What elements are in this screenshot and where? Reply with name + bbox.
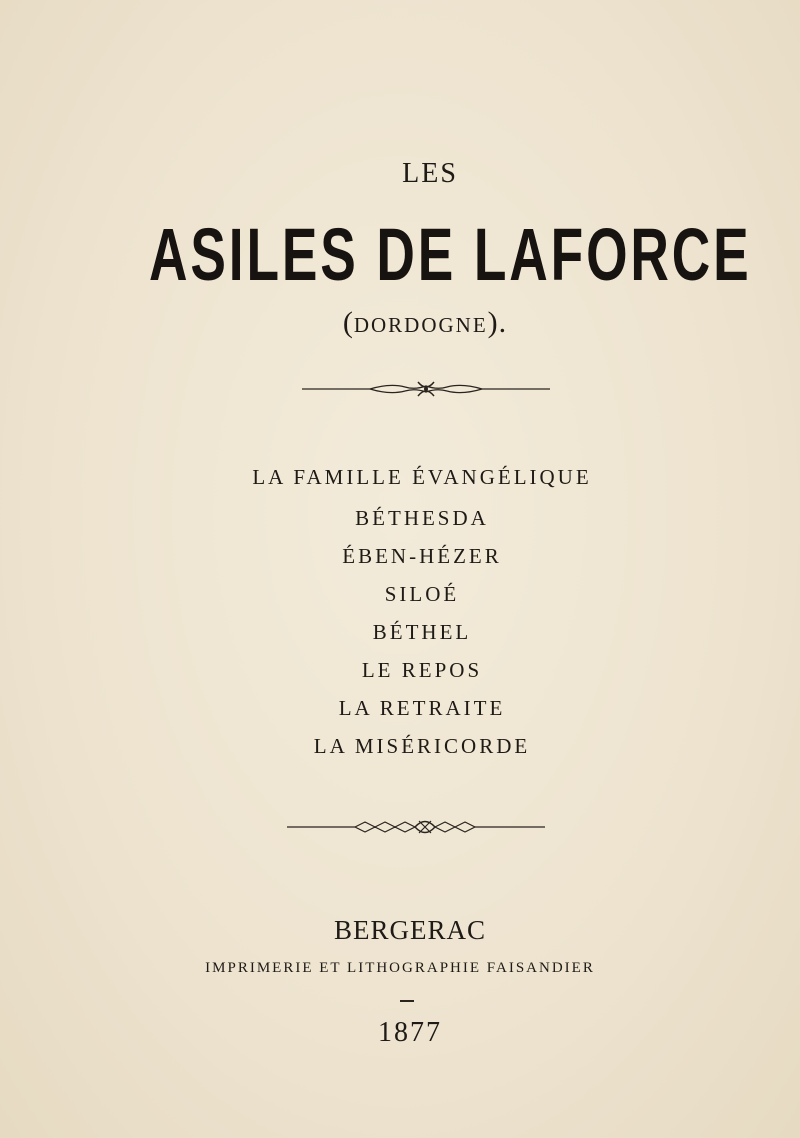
main-title: ASILES DE LAFORCE xyxy=(149,213,752,296)
city: BERGERAC xyxy=(333,915,487,945)
institution-item: SILOÉ xyxy=(384,582,460,606)
ornament-divider-top xyxy=(300,378,552,400)
subtitle-text: DORDOGNE xyxy=(353,313,488,337)
year: 1877 xyxy=(378,1017,442,1048)
institution-item: LA RETRAITE xyxy=(338,696,506,720)
subtitle-open-paren: ( xyxy=(342,306,354,339)
subtitle xyxy=(25,306,800,340)
short-rule xyxy=(400,1000,414,1002)
printer: IMPRIMERIE ET LITHOGRAPHIE FAISANDIER xyxy=(205,960,595,976)
institution-item: LA MISÉRICORDE xyxy=(313,734,531,758)
pre-title: LES xyxy=(402,158,458,189)
institution-item: BÉTHEL xyxy=(372,620,472,644)
institution-item: LE REPOS xyxy=(361,658,483,682)
institution-item: BÉTHESDA xyxy=(355,506,489,530)
institution-item: ÉBEN-HÉZER xyxy=(342,544,502,568)
ornament-divider-bottom xyxy=(285,816,547,838)
institution-item: LA FAMILLE ÉVANGÉLIQUE xyxy=(252,465,592,489)
subtitle-close-paren: ). xyxy=(487,306,508,339)
